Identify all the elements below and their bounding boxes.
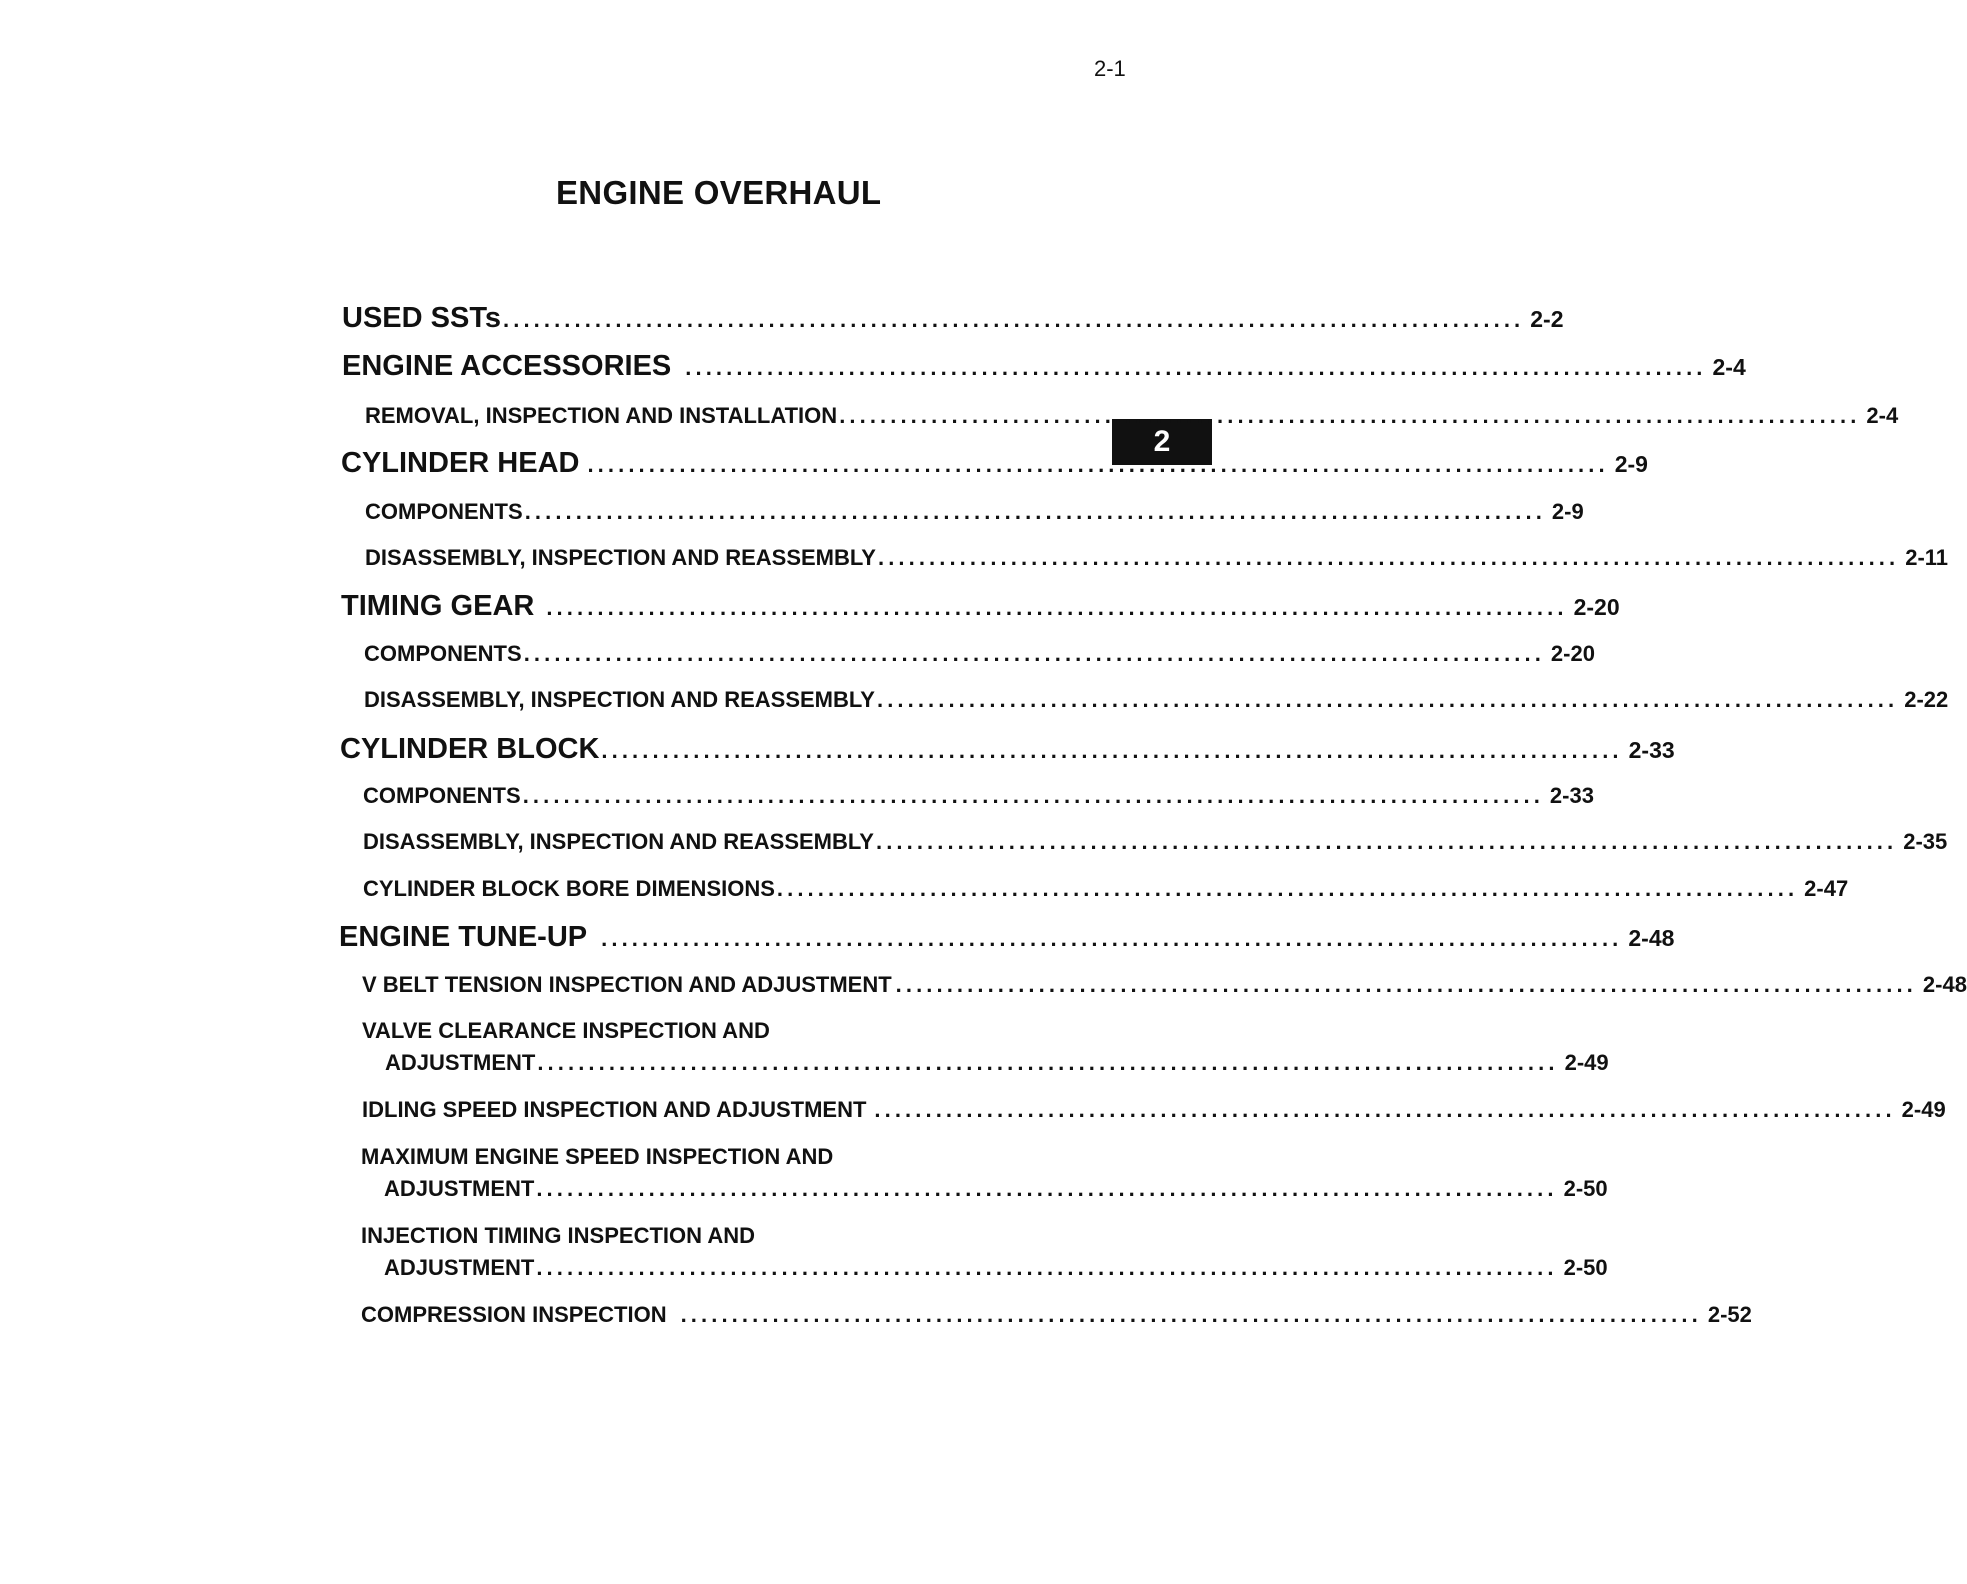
toc-entry-page: 2-35 (1903, 829, 1948, 854)
toc-entry[interactable] (363, 783, 1594, 809)
toc-entry-line1: VALVE CLEARANCE INSPECTION AND (362, 1018, 770, 1043)
toc-leader: .................................................................................................... (601, 738, 1623, 763)
toc-entry-page: 2-20 (1550, 641, 1595, 666)
toc-entry-page: 2-33 (1628, 737, 1675, 763)
toc-entry-page: 2-4 (1866, 403, 1899, 428)
toc-entry-page: 2-50 (1563, 1255, 1608, 1280)
toc-entry[interactable] (384, 1176, 1608, 1202)
toc-entry-title: REMOVAL, INSPECTION AND INSTALLATION (365, 403, 838, 428)
toc-leader: .................................................................................................... (685, 355, 1707, 380)
toc-entry-page: 2-49 (1901, 1097, 1946, 1122)
toc-entry-title: ENGINE TUNE-UP (339, 921, 588, 953)
toc-entry[interactable] (365, 403, 1899, 429)
toc-entry-page: 2-9 (1614, 451, 1648, 477)
toc-entry[interactable] (361, 1302, 1752, 1328)
toc-entry-title: TIMING GEAR (341, 590, 535, 622)
toc-entry-page: 2-48 (1628, 925, 1675, 951)
toc-entry-page: 2-48 (1922, 972, 1967, 997)
toc-entry[interactable] (365, 545, 1949, 571)
toc-entry-line1: INJECTION TIMING INSPECTION AND (361, 1223, 755, 1248)
toc-leader: .................................................................................................... (537, 1050, 1559, 1075)
toc-leader: .................................................................................................... (546, 595, 1568, 620)
toc-entry[interactable] (384, 1255, 1608, 1281)
toc-entry-title: CYLINDER HEAD (341, 447, 580, 479)
toc-entry-title: V BELT TENSION INSPECTION AND ADJUSTMENT (362, 972, 892, 997)
toc-entry[interactable] (362, 972, 1967, 998)
toc-entry-title: DISASSEMBLY, INSPECTION AND REASSEMBLY (364, 687, 875, 712)
toc-leader: .................................................................................................... (875, 829, 1898, 854)
toc-leader: .................................................................................................... (524, 499, 1546, 524)
toc-leader: .................................................................................................... (895, 972, 1917, 997)
toc-entry-title: CYLINDER BLOCK (340, 733, 600, 765)
toc-entry[interactable] (339, 921, 1675, 954)
toc-entry-page: 2-11 (1905, 545, 1949, 570)
toc-entry-page: 2-2 (1530, 306, 1564, 332)
toc-entry[interactable] (362, 1097, 1946, 1123)
toc-entry-page: 2-33 (1549, 783, 1594, 808)
toc-entry-page: 2-22 (1904, 687, 1949, 712)
toc-leader: .................................................................................................... (587, 452, 1609, 477)
toc-entry-title: ADJUSTMENT (385, 1050, 536, 1075)
toc-entry-title: COMPONENTS (363, 783, 521, 808)
toc-entry-page: 2-52 (1707, 1302, 1752, 1327)
toc-entry-page: 2-9 (1551, 499, 1584, 524)
toc-entry-page: 2-4 (1712, 354, 1746, 380)
toc-entry[interactable] (365, 499, 1584, 525)
toc-entry-page: 2-50 (1563, 1176, 1608, 1201)
toc-entry[interactable] (363, 876, 1849, 902)
toc-entry-title: DISASSEMBLY, INSPECTION AND REASSEMBLY (363, 829, 874, 854)
toc-entry-title: ADJUSTMENT (384, 1176, 535, 1201)
toc-leader: .................................................................................................... (522, 783, 1544, 808)
page-number: 2-1 (1094, 56, 1126, 81)
toc-entry[interactable] (342, 302, 1564, 335)
toc-entry-title: CYLINDER BLOCK BORE DIMENSIONS (363, 876, 775, 901)
toc-leader: .................................................................................................... (601, 926, 1623, 951)
toc-entry-title: COMPRESSION INSPECTION (361, 1302, 667, 1327)
toc-leader: .................................................................................................... (874, 1097, 1896, 1122)
toc-leader: .................................................................................................... (680, 1302, 1702, 1327)
toc-entry-line1: MAXIMUM ENGINE SPEED INSPECTION AND (361, 1144, 834, 1169)
toc-leader: .................................................................................................... (839, 403, 1861, 428)
toc-entry[interactable] (363, 829, 1948, 855)
toc-leader: .................................................................................................... (876, 687, 1899, 712)
toc-entry-page: 2-20 (1573, 594, 1620, 620)
toc-leader: .................................................................................................... (523, 641, 1545, 666)
toc-entry-title: COMPONENTS (365, 499, 523, 524)
toc-entry[interactable] (385, 1050, 1609, 1076)
toc-leader: .................................................................................................... (503, 307, 1525, 332)
toc-entry[interactable] (364, 641, 1595, 667)
chapter-title: ENGINE OVERHAUL (556, 174, 882, 211)
toc-entry[interactable] (341, 447, 1648, 480)
toc-entry-page: 2-49 (1564, 1050, 1609, 1075)
toc-leader: .................................................................................................... (776, 876, 1799, 901)
toc-leader: .................................................................................................... (536, 1255, 1558, 1280)
toc-leader: .................................................................................................... (536, 1176, 1558, 1201)
toc-leader: .................................................................................................... (877, 545, 1900, 570)
toc-entry[interactable] (341, 590, 1620, 623)
toc-entry-title: DISASSEMBLY, INSPECTION AND REASSEMBLY (365, 545, 876, 570)
toc-entry-title: ADJUSTMENT (384, 1255, 535, 1280)
toc-entry-title: COMPONENTS (364, 641, 522, 666)
toc-entry[interactable] (340, 733, 1675, 766)
toc-entry-title: ENGINE ACCESSORIES (342, 350, 672, 382)
toc-entry[interactable] (342, 350, 1746, 383)
toc-entry-title: IDLING SPEED INSPECTION AND ADJUSTMENT (362, 1097, 867, 1122)
chapter-tab-label: 2 (1153, 425, 1171, 458)
toc-entry-title: USED SSTs (342, 302, 502, 334)
toc-entry[interactable] (364, 687, 1949, 713)
toc-entry-page: 2-47 (1804, 876, 1849, 901)
